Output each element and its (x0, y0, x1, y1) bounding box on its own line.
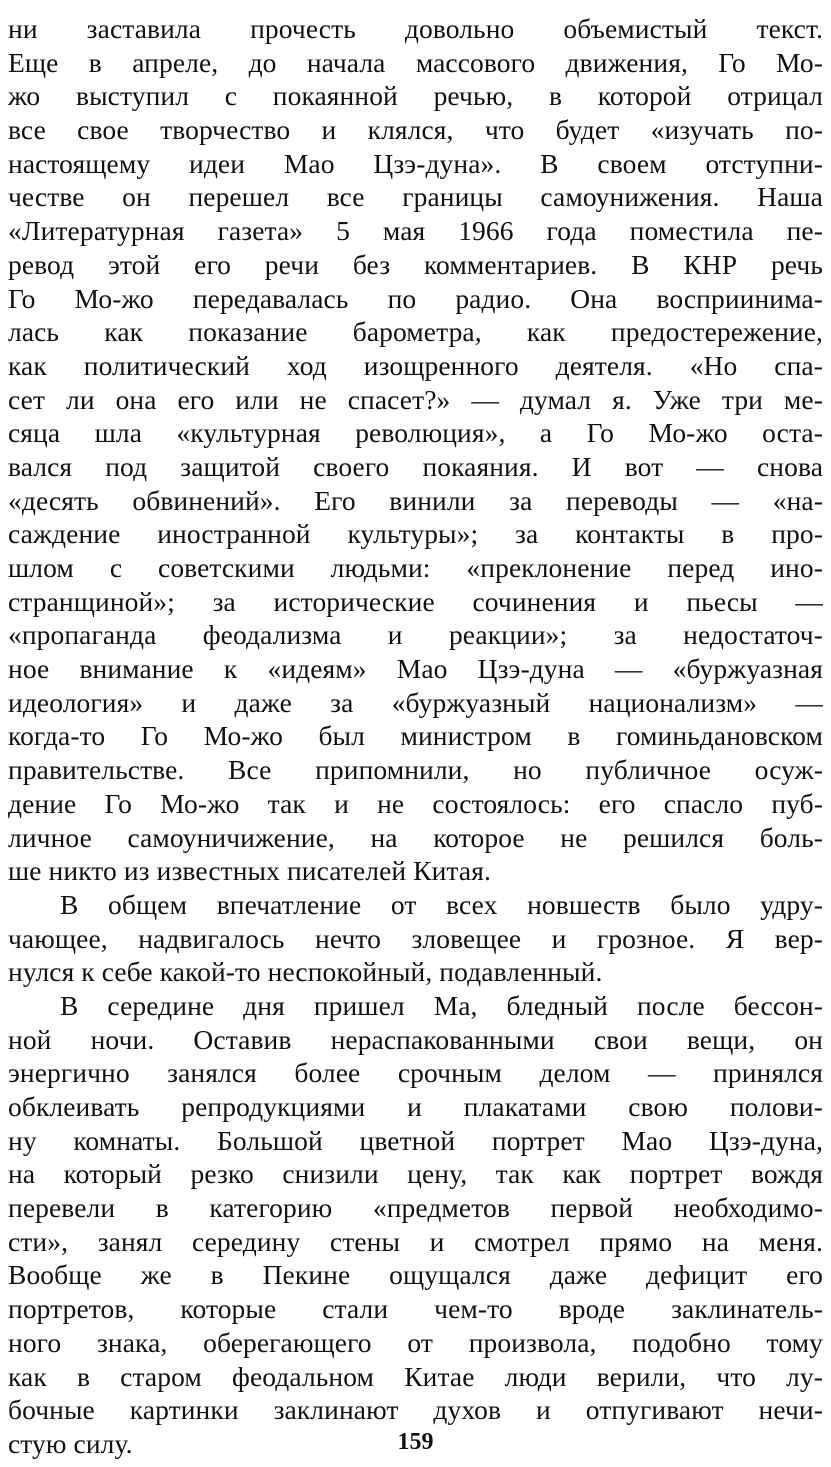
text-line: «пропаганда феодализма и реакции»; за недостаточ- (8, 619, 823, 651)
text-line: странщиной»; за исторические сочинения и пьесы — (8, 585, 823, 617)
text-line: ное внимание к «идеям» Мао Цзэ-дуна — «буржуазная (8, 653, 823, 685)
paragraph-2 (8, 888, 823, 989)
text-line: портретов, которые стали чем-то вроде заклинатель- (8, 1293, 823, 1325)
text-line: как политический ход изощренного деятеля. «Но спа- (8, 349, 823, 381)
paragraph-3 (8, 989, 823, 1461)
text-line: Вообще же в Пекине ощущался даже дефицит его (8, 1259, 823, 1291)
text-line: шлом с советскими людьми: «преклонение перед ино- (8, 552, 823, 583)
text-line: ну комнаты. Большой цветной портрет Мао Цзэ-дуна, (8, 1124, 823, 1156)
page-number: 159 (397, 1429, 434, 1455)
text-line: перевели в категорию «предметов первой необходимо- (8, 1192, 823, 1224)
text-line: как в старом феодальном Китае люди верили, что лу- (8, 1360, 823, 1392)
text-line: сет ли она его или не спасет?» — думал я. Уже три ме- (8, 383, 823, 415)
text-line: когда-то Го Мо-жо был министром в гоминьдановском (8, 720, 823, 752)
text-line: вался под защитой своего покаяния. И вот — снова (8, 450, 823, 482)
text-line: «десять обвинений». Его винили за переводы — «на- (8, 484, 823, 516)
text-line: ной ночи. Оставив нераспакованными свои вещи, он (8, 1023, 823, 1055)
text-line: В общем впечатление от всех новшеств было удру- (60, 888, 823, 920)
text-line: нулся к себе какой-то неспокойный, подавленный. (8, 956, 603, 988)
text-line: обклеивать репродукциями и плакатами свою полови- (8, 1091, 823, 1122)
text-line: сяца шла «культурная революция», а Го Мо-жо оста- (8, 417, 823, 449)
text-line: энергично занялся более срочным делом — принялся (8, 1057, 823, 1089)
text-line: дение Го Мо-жо так и не состоялось: его спасло пуб- (8, 787, 823, 819)
text-line: ни заставила прочесть довольно объемистый текст. (8, 13, 823, 44)
text-line: сти», занял середину стены и смотрел прямо на меня. (8, 1225, 823, 1257)
text-line: ревод этой его речи без комментариев. В КНР речь (8, 248, 823, 280)
text-line: Еще в апреле, до начала массового движения, Го Мо- (8, 46, 823, 78)
text-line: В середине дня пришел Ма, бледный после бессон- (60, 989, 823, 1021)
text-line: лась как показание барометра, как предостережение, (8, 316, 823, 348)
text-line: жо выступил с покаянной речью, в которой отрицал (8, 80, 823, 112)
text-line: бочные картинки заклинают духов и отпугивают нечи- (8, 1394, 823, 1426)
text-line: идеология» и даже за «буржуазный национализм» — (8, 686, 823, 718)
text-line: стую силу. (8, 1427, 133, 1459)
text-line: все свое творчество и клялся, что будет «изучать по- (8, 114, 823, 146)
text-line: ного знака, оберегающего от произвола, подобно тому (8, 1326, 823, 1358)
text-line: честве он перешел все границы самоунижения. Наша (8, 181, 823, 213)
text-line: чающее, надвигалось нечто зловещее и грозное. Я вер- (8, 922, 823, 954)
text-line: на который резко снизили цену, так как портрет вождя (8, 1158, 823, 1190)
paragraph-1 (8, 12, 823, 888)
text-line: личное самоуничижение, на которое не решился боль- (8, 821, 823, 853)
text-line: Го Мо-жо передавалась по радио. Она восприинима- (8, 282, 823, 314)
text-line: «Литературная газета» 5 мая 1966 года поместила пе- (8, 215, 823, 247)
page-text (8, 12, 823, 1461)
text-line: настоящему идеи Мао Цзэ-дуна». В своем отступни- (8, 147, 823, 179)
text-line: правительстве. Все припомнили, но публичное осуж- (8, 754, 823, 786)
text-line: ше никто из известных писателей Китая. (8, 855, 491, 887)
text-line: саждение иностранной культуры»; за контакты в про- (8, 518, 823, 550)
